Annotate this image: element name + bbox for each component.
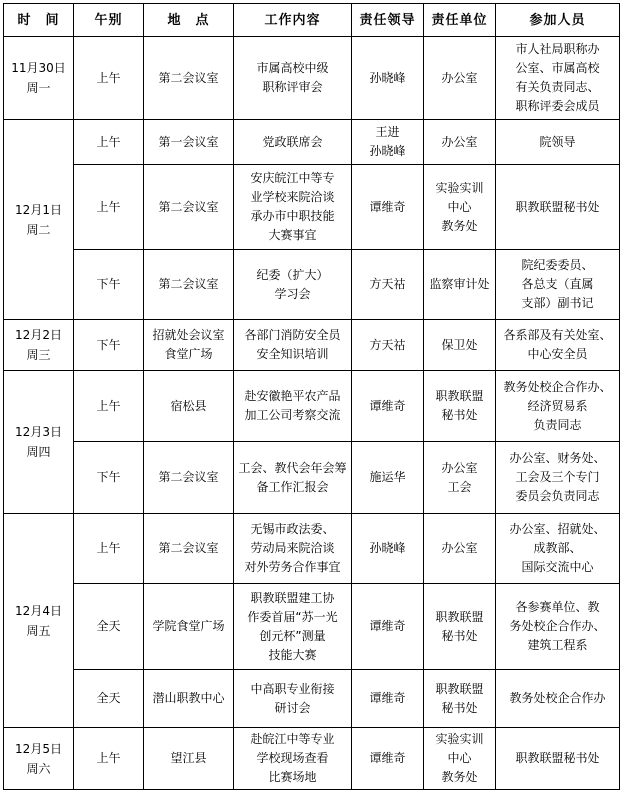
date-label: 12月4日 周五 <box>15 603 62 638</box>
period-cell: 下午 <box>74 442 144 514</box>
table-row <box>4 670 620 728</box>
participants-cell: 各参赛单位、教 务处校企合作办、 建筑工程系 <box>496 584 620 670</box>
content-cell: 纪委（扩大） 学习会 <box>234 250 352 320</box>
period-cell: 全天 <box>74 584 144 670</box>
table-row <box>4 250 620 320</box>
location-cell: 第二会议室 <box>144 37 234 120</box>
content-cell: 无锡市政法委、 劳动局来院洽谈 对外劳务合作事宜 <box>234 514 352 584</box>
leader-cell: 谭维奇 <box>352 670 424 728</box>
content-cell: 赴皖江中等专业 学校现场查看 比赛场地 <box>234 728 352 790</box>
participants-cell: 办公室、财务处、 工会及三个专门 委员会负责同志 <box>496 442 620 514</box>
content-cell: 党政联席会 <box>234 120 352 165</box>
table-row <box>4 165 620 250</box>
content-cell: 工会、教代会年会筹 备工作汇报会 <box>234 442 352 514</box>
leader-cell: 孙晓峰 <box>352 37 424 120</box>
table-row <box>4 371 620 442</box>
schedule-table <box>3 3 620 790</box>
date-label: 12月3日 周四 <box>15 425 62 459</box>
table-row <box>4 37 620 120</box>
leader-cell: 孙晓峰 <box>352 514 424 584</box>
location-cell: 潜山职教中心 <box>144 670 234 728</box>
leader-cell: 谭维奇 <box>352 584 424 670</box>
leader-cell: 方天祜 <box>352 250 424 320</box>
date-label: 11月30日 周一 <box>11 61 66 95</box>
unit-cell: 办公室 <box>424 120 496 165</box>
period-cell: 上午 <box>74 371 144 442</box>
unit-cell: 职教联盟 秘书处 <box>424 670 496 728</box>
content-cell: 市属高校中级 职称评审会 <box>234 37 352 120</box>
unit-cell: 职教联盟 秘书处 <box>424 584 496 670</box>
period-cell: 上午 <box>74 728 144 790</box>
location-cell: 第二会议室 <box>144 442 234 514</box>
leader-cell: 谭维奇 <box>352 371 424 442</box>
participants-cell: 院纪委委员、 各总支（直属 支部）副书记 <box>496 250 620 320</box>
unit-cell: 实验实训 中心 教务处 <box>424 165 496 250</box>
date-cell <box>4 514 74 728</box>
date-label: 12月5日 周六 <box>15 741 62 776</box>
date-cell <box>4 37 74 120</box>
table-row <box>4 120 620 165</box>
header-row <box>4 4 620 37</box>
header-leader: 责任领导 <box>352 4 424 37</box>
content-cell: 赴安徽艳平农产品 加工公司考察交流 <box>234 371 352 442</box>
unit-cell: 保卫处 <box>424 320 496 371</box>
location-cell: 招就处会议室 食堂广场 <box>144 320 234 371</box>
content-cell: 职教联盟建工协 作委首届“苏一光 创元杯”测量 技能大赛 <box>234 584 352 670</box>
leader-cell: 施运华 <box>352 442 424 514</box>
date-label: 12月1日 周二 <box>15 202 62 237</box>
content-cell: 各部门消防安全员 安全知识培训 <box>234 320 352 371</box>
location-cell: 第一会议室 <box>144 120 234 165</box>
location-cell: 望江县 <box>144 728 234 790</box>
participants-cell: 职教联盟秘书处 <box>496 728 620 790</box>
header-location: 地 点 <box>144 4 234 37</box>
period-cell: 上午 <box>74 165 144 250</box>
participants-cell: 职教联盟秘书处 <box>496 165 620 250</box>
unit-cell: 办公室 工会 <box>424 442 496 514</box>
participants-cell: 院领导 <box>496 120 620 165</box>
unit-cell: 实验实训 中心 教务处 <box>424 728 496 790</box>
table-row <box>4 320 620 371</box>
content-cell: 安庆皖江中等专 业学校来院洽谈 承办市中职技能 大赛事宜 <box>234 165 352 250</box>
table-row <box>4 584 620 670</box>
leader-cell: 谭维奇 <box>352 165 424 250</box>
leader-cell: 王进 孙晓峰 <box>352 120 424 165</box>
period-cell: 上午 <box>74 514 144 584</box>
content-cell: 中高职专业衔接 研讨会 <box>234 670 352 728</box>
header-participants: 参加人员 <box>496 4 620 37</box>
leader-cell: 方天祜 <box>352 320 424 371</box>
location-cell: 第二会议室 <box>144 514 234 584</box>
location-cell: 学院食堂广场 <box>144 584 234 670</box>
date-cell <box>4 728 74 790</box>
header-period: 午别 <box>74 4 144 37</box>
table-row <box>4 442 620 514</box>
location-cell: 宿松县 <box>144 371 234 442</box>
location-cell: 第二会议室 <box>144 250 234 320</box>
date-cell <box>4 120 74 320</box>
header-content: 工作内容 <box>234 4 352 37</box>
unit-cell: 办公室 <box>424 514 496 584</box>
participants-cell: 教务处校企合作办 <box>496 670 620 728</box>
table-row <box>4 728 620 790</box>
period-cell: 上午 <box>74 37 144 120</box>
date-cell <box>4 371 74 514</box>
location-cell: 第二会议室 <box>144 165 234 250</box>
date-label: 12月2日 周三 <box>15 328 62 362</box>
leader-cell: 谭维奇 <box>352 728 424 790</box>
participants-cell: 教务处校企合作办、 经济贸易系 负责同志 <box>496 371 620 442</box>
header-time: 时 间 <box>4 4 74 37</box>
period-cell: 下午 <box>74 250 144 320</box>
unit-cell: 监察审计处 <box>424 250 496 320</box>
period-cell: 上午 <box>74 120 144 165</box>
date-cell <box>4 320 74 371</box>
table-row <box>4 514 620 584</box>
participants-cell: 市人社局职称办 公室、市属高校 有关负责同志、 职称评委会成员 <box>496 37 620 120</box>
participants-cell: 各系部及有关处室、 中心安全员 <box>496 320 620 371</box>
header-unit: 责任单位 <box>424 4 496 37</box>
period-cell: 下午 <box>74 320 144 371</box>
unit-cell: 职教联盟 秘书处 <box>424 371 496 442</box>
period-cell: 全天 <box>74 670 144 728</box>
participants-cell: 办公室、招就处、 成教部、 国际交流中心 <box>496 514 620 584</box>
unit-cell: 办公室 <box>424 37 496 120</box>
